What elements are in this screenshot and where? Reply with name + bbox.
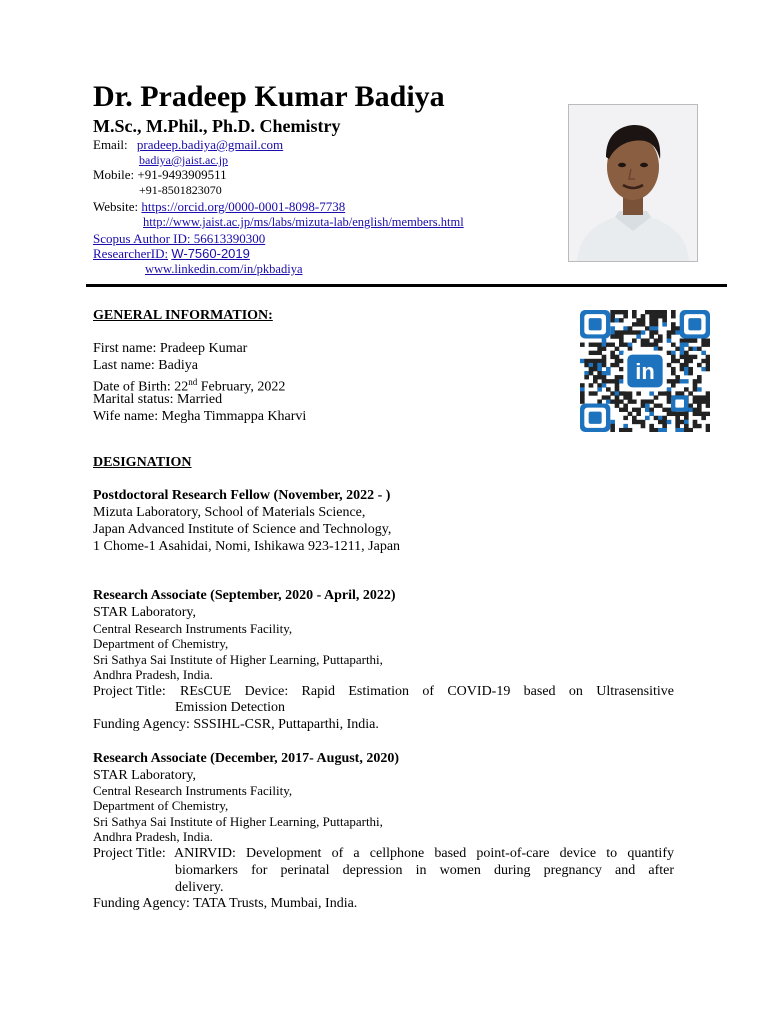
- job2-line4: Sri Sathya Sai Institute of Higher Learning, Puttaparthi,: [93, 652, 383, 667]
- job2-line3: Department of Chemistry,: [93, 636, 229, 651]
- marital-status: Marital status: Married: [93, 392, 223, 407]
- job2-funding: Funding Agency: SSSIHL-CSR, Puttaparthi, India.: [93, 717, 379, 732]
- website-row: [93, 199, 345, 214]
- email-label: Email:: [93, 137, 128, 152]
- researcherid-value[interactable]: W-7560-2019: [171, 246, 250, 261]
- job3-line2: Central Research Instruments Facility,: [93, 783, 293, 798]
- job2-line5: Andhra Pradesh, India.: [93, 667, 213, 682]
- dob-prefix: Date of Birth: 22: [93, 379, 189, 395]
- mobile-row: [93, 167, 227, 182]
- job1-line2: Japan Advanced Institute of Science and Technology,: [93, 522, 392, 537]
- job3-title: Research Associate (December, 2017- August, 2020): [93, 751, 400, 766]
- job3-project-line3: delivery.: [175, 880, 224, 895]
- general-info-heading: GENERAL INFORMATION:: [93, 308, 273, 323]
- linkedin-link[interactable]: www.linkedin.com/in/pkbadiya: [145, 262, 303, 276]
- mobile-2: +91-8501823070: [139, 183, 222, 197]
- job2-project-line2: Emission Detection: [175, 700, 286, 715]
- job1-title: Postdoctoral Research Fellow (November, 2022 - ): [93, 488, 391, 503]
- scopus-link[interactable]: Scopus Author ID: 56613390300: [93, 231, 266, 246]
- job3-line5: Andhra Pradesh, India.: [93, 829, 213, 844]
- linkedin-qr-code-icon[interactable]: [580, 310, 710, 432]
- first-name: First name: Pradeep Kumar: [93, 341, 248, 356]
- person-name: Dr. Pradeep Kumar Badiya: [93, 80, 445, 113]
- orcid-link[interactable]: https://orcid.org/0000-0001-8098-7738: [141, 199, 346, 214]
- researcherid-label[interactable]: ResearcherID:: [93, 246, 169, 261]
- job2-project-line1: REsCUE Device: Rapid Estimation of COVID-19 based on Ultrasensitive: [180, 684, 674, 699]
- profile-photo: [568, 104, 698, 262]
- email-row: [93, 137, 283, 152]
- job3-line1: STAR Laboratory,: [93, 768, 196, 783]
- job3-line3: Department of Chemistry,: [93, 798, 229, 813]
- job3-line4: Sri Sathya Sai Institute of Higher Learning, Puttaparthi,: [93, 814, 383, 829]
- last-name: Last name: Badiya: [93, 358, 198, 373]
- job1-line1: Mizuta Laboratory, School of Materials Science,: [93, 505, 366, 520]
- degrees: M.Sc., M.Phil., Ph.D. Chemistry: [93, 116, 341, 136]
- researcherid-row[interactable]: [93, 246, 250, 261]
- wife-name: Wife name: Megha Timmappa Kharvi: [93, 409, 307, 424]
- job3-project-line1: ANIRVID: Development of a cellphone based point-of-care device to quantify: [174, 846, 674, 861]
- designation-heading: DESIGNATION: [93, 455, 192, 470]
- email-link-1[interactable]: pradeep.badiya@gmail.com: [136, 137, 284, 152]
- job2-project-label: Project Title:: [93, 684, 166, 699]
- job1-line3: 1 Chome-1 Asahidai, Nomi, Ishikawa 923-1211, Japan: [93, 539, 401, 554]
- email-link-2[interactable]: badiya@jaist.ac.jp: [139, 153, 229, 167]
- mobile-1: +91-9493909511: [137, 167, 227, 182]
- mobile-label: Mobile:: [93, 167, 135, 182]
- job3-funding: Funding Agency: TATA Trusts, Mumbai, India.: [93, 896, 358, 911]
- job3-project-label: Project Title:: [93, 846, 166, 861]
- dob-sup: nd: [188, 377, 198, 387]
- job2-line2: Central Research Instruments Facility,: [93, 621, 293, 636]
- job3-project-line2: biomarkers for perinatal depression in women during pregnancy and after: [175, 863, 674, 878]
- lab-website-link[interactable]: http://www.jaist.ac.jp/ms/labs/mizuta-lab/english/members.html: [143, 215, 464, 229]
- job2-line1: STAR Laboratory,: [93, 605, 196, 620]
- dob-suffix: February, 2022: [197, 379, 286, 395]
- header-divider: [86, 284, 727, 287]
- linkedin-logo-icon: in: [635, 359, 655, 384]
- job2-title: Research Associate (September, 2020 - April, 2022): [93, 588, 396, 603]
- website-label: Website:: [93, 199, 139, 214]
